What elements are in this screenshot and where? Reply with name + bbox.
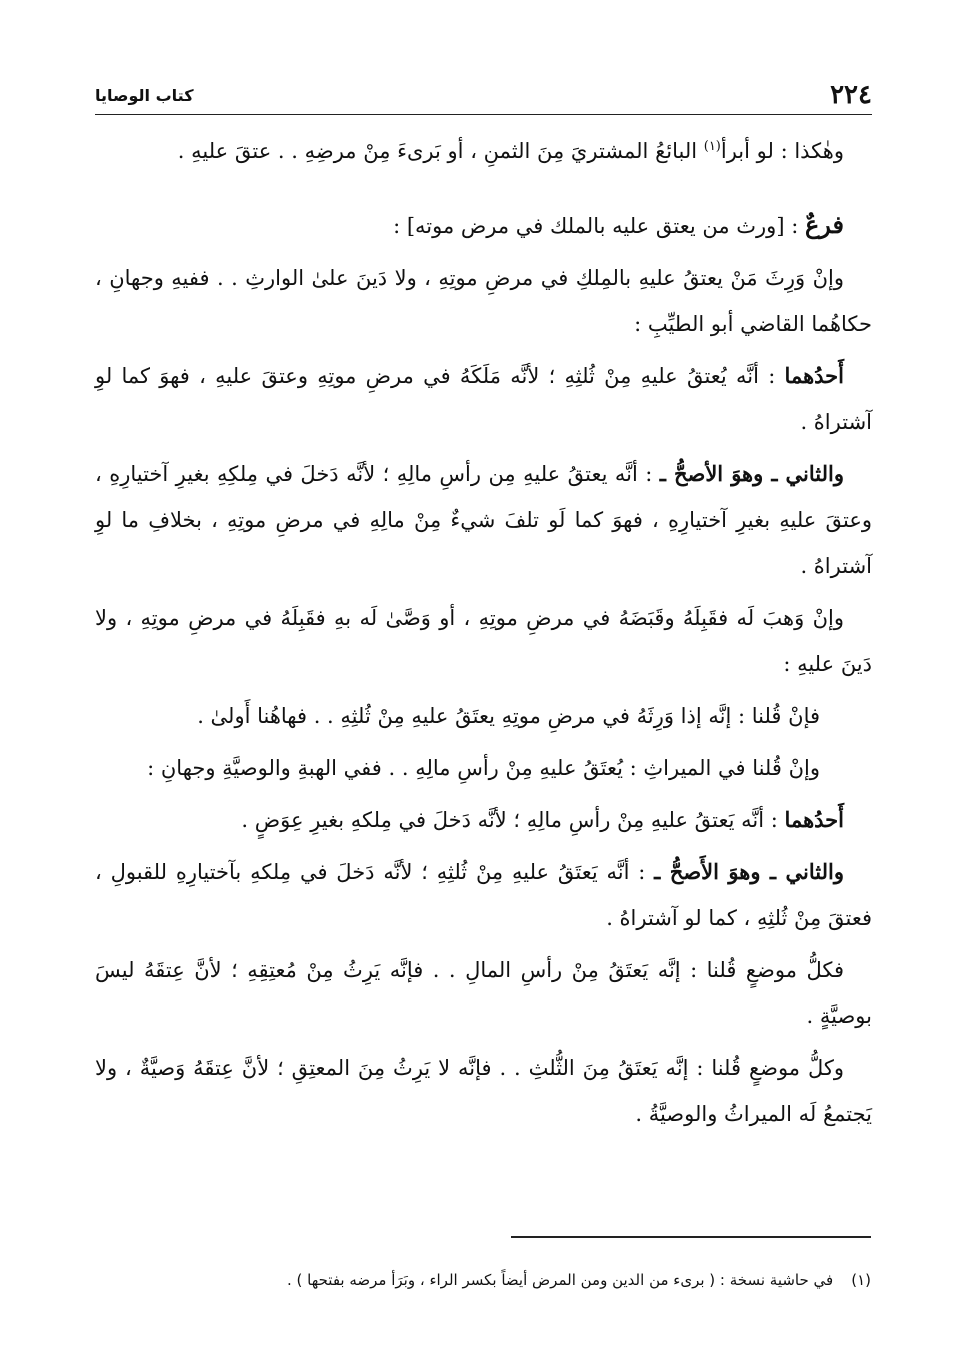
paragraph-lead: والثاني ـ وهوَ الأصحُّ ـ bbox=[659, 461, 844, 486]
page-number: ٢٢٤ bbox=[830, 80, 872, 110]
paragraph-text: البائعُ المشتريَ مِنَ الثمنِ ، أو بَرىءَ مِنْ مرضِهِ . . عتقَ عليهِ . bbox=[177, 139, 704, 163]
paragraph-lead: والثاني ـ وهوَ الأَصحُّ ـ bbox=[654, 859, 844, 884]
paragraph-6 bbox=[95, 595, 872, 687]
paragraph-text: : أنَّه يُعتقُ عليهِ مِنْ ثُلثِهِ ؛ لأنَّه مَلَكَهُ في مرضِ موتِهِ وعتقَ عليهِ ، فهوَ كما لوِ آشتراهُ . bbox=[95, 364, 872, 434]
paragraph-text: فإنْ قُلنا : إنَّه إذا وَرِثَهُ في مرضِ موتِهِ يعتَقُ عليهِ مِنْ ثُلثِهِ . . فهاهُنا أَولىٰ . bbox=[197, 704, 820, 728]
page-header bbox=[95, 76, 872, 115]
paragraph-3 bbox=[95, 255, 872, 347]
paragraph-9 bbox=[95, 797, 872, 843]
paragraph-7 bbox=[95, 693, 872, 739]
footnote-number: (١) bbox=[851, 1271, 871, 1289]
paragraph-11 bbox=[95, 947, 872, 1039]
paragraph-text: : أنَّه يعتقُ عليهِ مِن رأسِ مالِهِ ؛ لأنَّه دَخلَ في مِلكِهِ بغيرِ آختيارِهِ ، وعتقَ عليهِ بغيرِ آختيارِهِ ، فهوَ كما لَو تلفَ شيءٌ مِنْ مالِهِ في مرضِ موتِهِ ، بخلافِ ما لوِ آشتراهُ . bbox=[95, 462, 872, 578]
paragraph-text: وكلُّ موضعٍ قُلنا : إنَّه يَعتَقُ مِنَ الثُّلثِ . . فإنَّه لا يَرِثُ مِنَ المعتِقِ ؛ لأنَّ عِتقَهُ وَصيَّةٌ ، ولا يَجتمعُ لَه الميراثُ والوصيَّةُ . bbox=[95, 1056, 872, 1126]
paragraph-12 bbox=[95, 1045, 872, 1137]
footnote-marker: (١) bbox=[703, 139, 721, 154]
paragraph-text: فكلُّ موضعٍ قُلنا : إنَّه يَعتَقُ مِنْ رأسِ المالِ . . فإنَّه يَرِثُ مِنْ مُعتِقِهِ ؛ لأنَّ عِتقَهُ ليسَ بوصيَّةٍ . bbox=[95, 958, 872, 1028]
paragraph-5 bbox=[95, 451, 872, 589]
paragraph-text: : أنَّه يَعتَقُ عليهِ مِنْ ثُلثِهِ ؛ لأنَّه دَخلَ في مِلكهِ بآختيارِهِ للقبولِ ، فعتقَ مِنْ ثُلثِهِ ، كما لو آشتراهُ . bbox=[95, 860, 872, 930]
main-text bbox=[95, 128, 872, 1143]
section-heading-paragraph bbox=[95, 202, 872, 249]
paragraph-1 bbox=[95, 128, 872, 174]
paragraph-text: وإنْ وَهبَ لَه فقَبِلَهُ وقَبَضَهُ في مرضِ موتِهِ ، أو وَصَّىٰ لَه بهِ فقَبِلَهُ في مرضِ موتِهِ ، ولا دَينَ عليهِ : bbox=[95, 606, 872, 676]
paragraph-4 bbox=[95, 353, 872, 445]
book-title: كتاب الوصايا bbox=[95, 86, 194, 105]
paragraph-8 bbox=[95, 745, 872, 791]
footnote bbox=[94, 1268, 871, 1292]
paragraph-text: : أنَّه يَعتقُ عليهِ مِنْ رأسِ مالِهِ ؛ لأنَّه دَخلَ في مِلكهِ بغيرِ عِوَضٍ . bbox=[241, 808, 785, 832]
paragraph-lead: أَحدُهما bbox=[784, 807, 844, 832]
section-heading: فرعٌ bbox=[804, 210, 844, 239]
paragraph-text: وإنْ قُلنا في الميراثِ : يُعتَقُ عليهِ مِنْ رأسِ مالِهِ . . ففي الهبةِ والوصيَّةِ وجهانِ : bbox=[147, 756, 820, 780]
paragraph-text: وهٰكذا : لو أبرأ bbox=[720, 139, 844, 163]
footnote-text: في حاشية نسخة : ( برىء من الدين ومن المرض أيضاً بكسر الراء ، وبَرَأ مرضه بفتحها ) . bbox=[286, 1271, 834, 1289]
paragraph-10 bbox=[95, 849, 872, 941]
paragraph-text: وإنْ وَرِثَ مَنْ يعتقُ عليهِ بالمِلكِ في مرضِ موتِهِ ، ولا دَينَ علىٰ الوارثِ . . ففيهِ وجهانِ ، حكاهُما القاضي أبو الطيِّبِ : bbox=[95, 266, 872, 336]
footnote-divider bbox=[511, 1236, 871, 1238]
section-heading-subtitle: : [ورث من يعتق عليه بالملك في مرض موته] : bbox=[393, 214, 805, 238]
paragraph-lead: أَحدُهما bbox=[784, 363, 844, 388]
